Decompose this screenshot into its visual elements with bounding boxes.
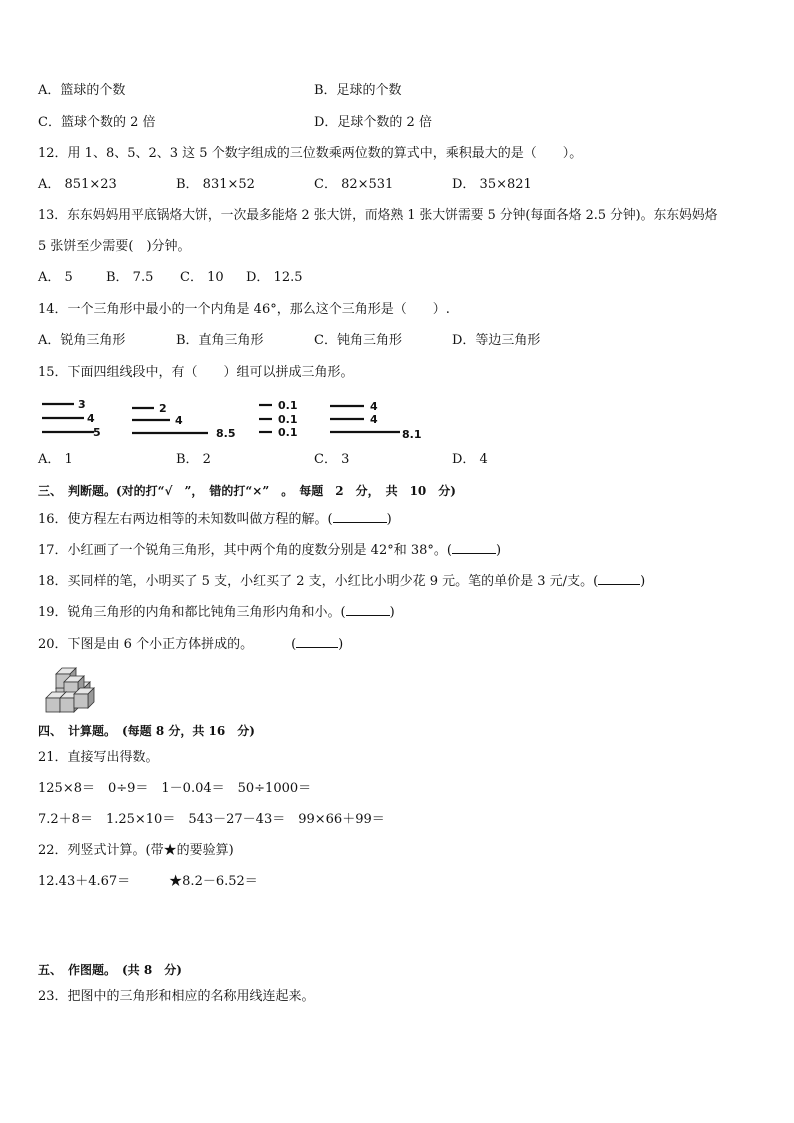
- q16: [38, 509, 392, 529]
- q20-cube-stack-figure: [40, 662, 102, 716]
- section-4-title: 四、 计算题。 (每题 8 分，共 16 分): [38, 724, 255, 738]
- q17-answer-blank[interactable]: [452, 540, 496, 554]
- q20-open: (: [291, 637, 297, 652]
- q12-option-b: B． 831×52: [176, 177, 255, 192]
- q19-answer-blank[interactable]: [346, 602, 390, 616]
- q15-option-b: B． 2: [176, 452, 211, 467]
- q18-answer-blank[interactable]: [598, 571, 640, 585]
- q13-option-b: B． 7.5: [106, 270, 154, 285]
- q20-close: ): [338, 637, 344, 652]
- q15-segments-figure: [30, 392, 450, 444]
- q14-stem: 14．一个三角形中最小的一个内角是 46°，那么这个三角形是（ ）.: [38, 302, 450, 317]
- q22-stem: 22．列竖式计算。(带★的要验算): [38, 843, 234, 858]
- q19: [38, 602, 395, 622]
- q15-option-a: A． 1: [38, 452, 73, 467]
- q12-option-d: D． 35×821: [452, 177, 532, 192]
- q18-stem: 18．买同样的笔，小明买了 5 支，小红买了 2 支，小红比小明少花 9 元。笔的单价是 3 元/支。(: [38, 574, 599, 589]
- q13-option-c: C． 10: [180, 270, 224, 285]
- q16-close: ): [386, 512, 392, 527]
- q12-stem: 12．用 1、8、5、2、3 这 5 个数字组成的三位数乘两位数的算式中，乘积最大的是（ ）。: [38, 146, 583, 161]
- q15-option-c: C． 3: [314, 452, 350, 467]
- q13-stem-line2: 5 张饼至少需要( )分钟。: [38, 239, 191, 254]
- q21-row-2: 7.2＋8＝ 1.25×10＝ 543－27－43＝ 99×66＋99＝: [38, 812, 385, 827]
- q14-option-a: A．锐角三角形: [38, 333, 126, 348]
- q17-close: ): [495, 543, 502, 558]
- q12-option-c: C． 82×531: [314, 177, 394, 192]
- section-3-title: 三、 判断题。(对的打“√ ”， 错的打“×” 。 每题 2 分， 共 10 分): [38, 484, 456, 498]
- segment-2-3-label: 8.5: [216, 427, 236, 440]
- q19-close: ): [389, 605, 395, 620]
- segment-4-2-label: 4: [370, 413, 378, 426]
- q21-stem: 21．直接写出得数。: [38, 750, 159, 765]
- segment-3-2-label: 0.1: [278, 413, 298, 426]
- q15-stem: 15．下面四组线段中，有（ ）组可以拼成三角形。: [38, 365, 354, 380]
- segment-4-1-label: 4: [370, 400, 378, 413]
- segment-1-2-label: 4: [87, 412, 95, 425]
- q23-stem: 23．把图中的三角形和相应的名称用线连起来。: [38, 989, 315, 1004]
- segment-2-2-label: 4: [175, 414, 183, 427]
- segment-3-1-label: 0.1: [278, 399, 298, 412]
- q19-stem: 19．锐角三角形的内角和都比钝角三角形内角和小。(: [38, 605, 346, 620]
- q17-stem: 17．小红画了一个锐角三角形，其中两个角的度数分别是 42°和 38°。(: [38, 543, 452, 558]
- section-5-title: 五、 作图题。 (共 8 分): [38, 963, 182, 977]
- segment-2-1-label: 2: [159, 402, 167, 415]
- q12-option-a: A． 851×23: [38, 177, 117, 192]
- q11-option-b: B．足球的个数: [314, 83, 402, 98]
- q11-option-d: D．足球个数的 2 倍: [314, 115, 432, 130]
- segment-3-3-label: 0.1: [278, 426, 298, 439]
- segment-1-3-label: 5: [93, 426, 101, 439]
- segment-group-2: [132, 402, 236, 440]
- segment-group-4: [330, 400, 422, 441]
- q20: [38, 634, 343, 654]
- q11-option-c: C．篮球个数的 2 倍: [38, 115, 156, 130]
- q15-option-d: D． 4: [452, 452, 488, 467]
- q14-option-c: C．钝角三角形: [314, 333, 402, 348]
- q13-stem-line1: 13．东东妈妈用平底锅烙大饼，一次最多能烙 2 张大饼，而烙熟 1 张大饼需要 5 分钟(每面各烙 2.5 分钟)。东东妈妈烙: [38, 208, 718, 223]
- q13-option-a: A． 5: [38, 270, 73, 285]
- q18: [38, 571, 645, 591]
- q13-option-d: D． 12.5: [246, 270, 303, 285]
- q16-stem: 16．使方程左右两边相等的未知数叫做方程的解。(: [38, 512, 333, 527]
- q22-row-1: 12.43＋4.67＝ ★8.2－6.52＝: [38, 874, 258, 889]
- segment-group-1: [42, 398, 101, 439]
- q21-row-1: 125×8＝ 0÷9＝ 1－0.04＝ 50÷1000＝: [38, 781, 312, 796]
- q14-option-d: D．等边三角形: [452, 333, 541, 348]
- q18-close: ): [640, 574, 646, 589]
- q20-stem: 20．下图是由 6 个小正方体拼成的。: [38, 637, 254, 652]
- q17: [38, 540, 501, 560]
- q16-answer-blank[interactable]: [333, 509, 387, 523]
- segment-group-3: [259, 399, 298, 439]
- segment-4-3-label: 8.1: [402, 428, 422, 441]
- q20-answer-blank[interactable]: [296, 634, 338, 648]
- q11-option-a: A．篮球的个数: [38, 83, 126, 98]
- q14-option-b: B．直角三角形: [176, 333, 264, 348]
- segment-1-1-label: 3: [78, 398, 86, 411]
